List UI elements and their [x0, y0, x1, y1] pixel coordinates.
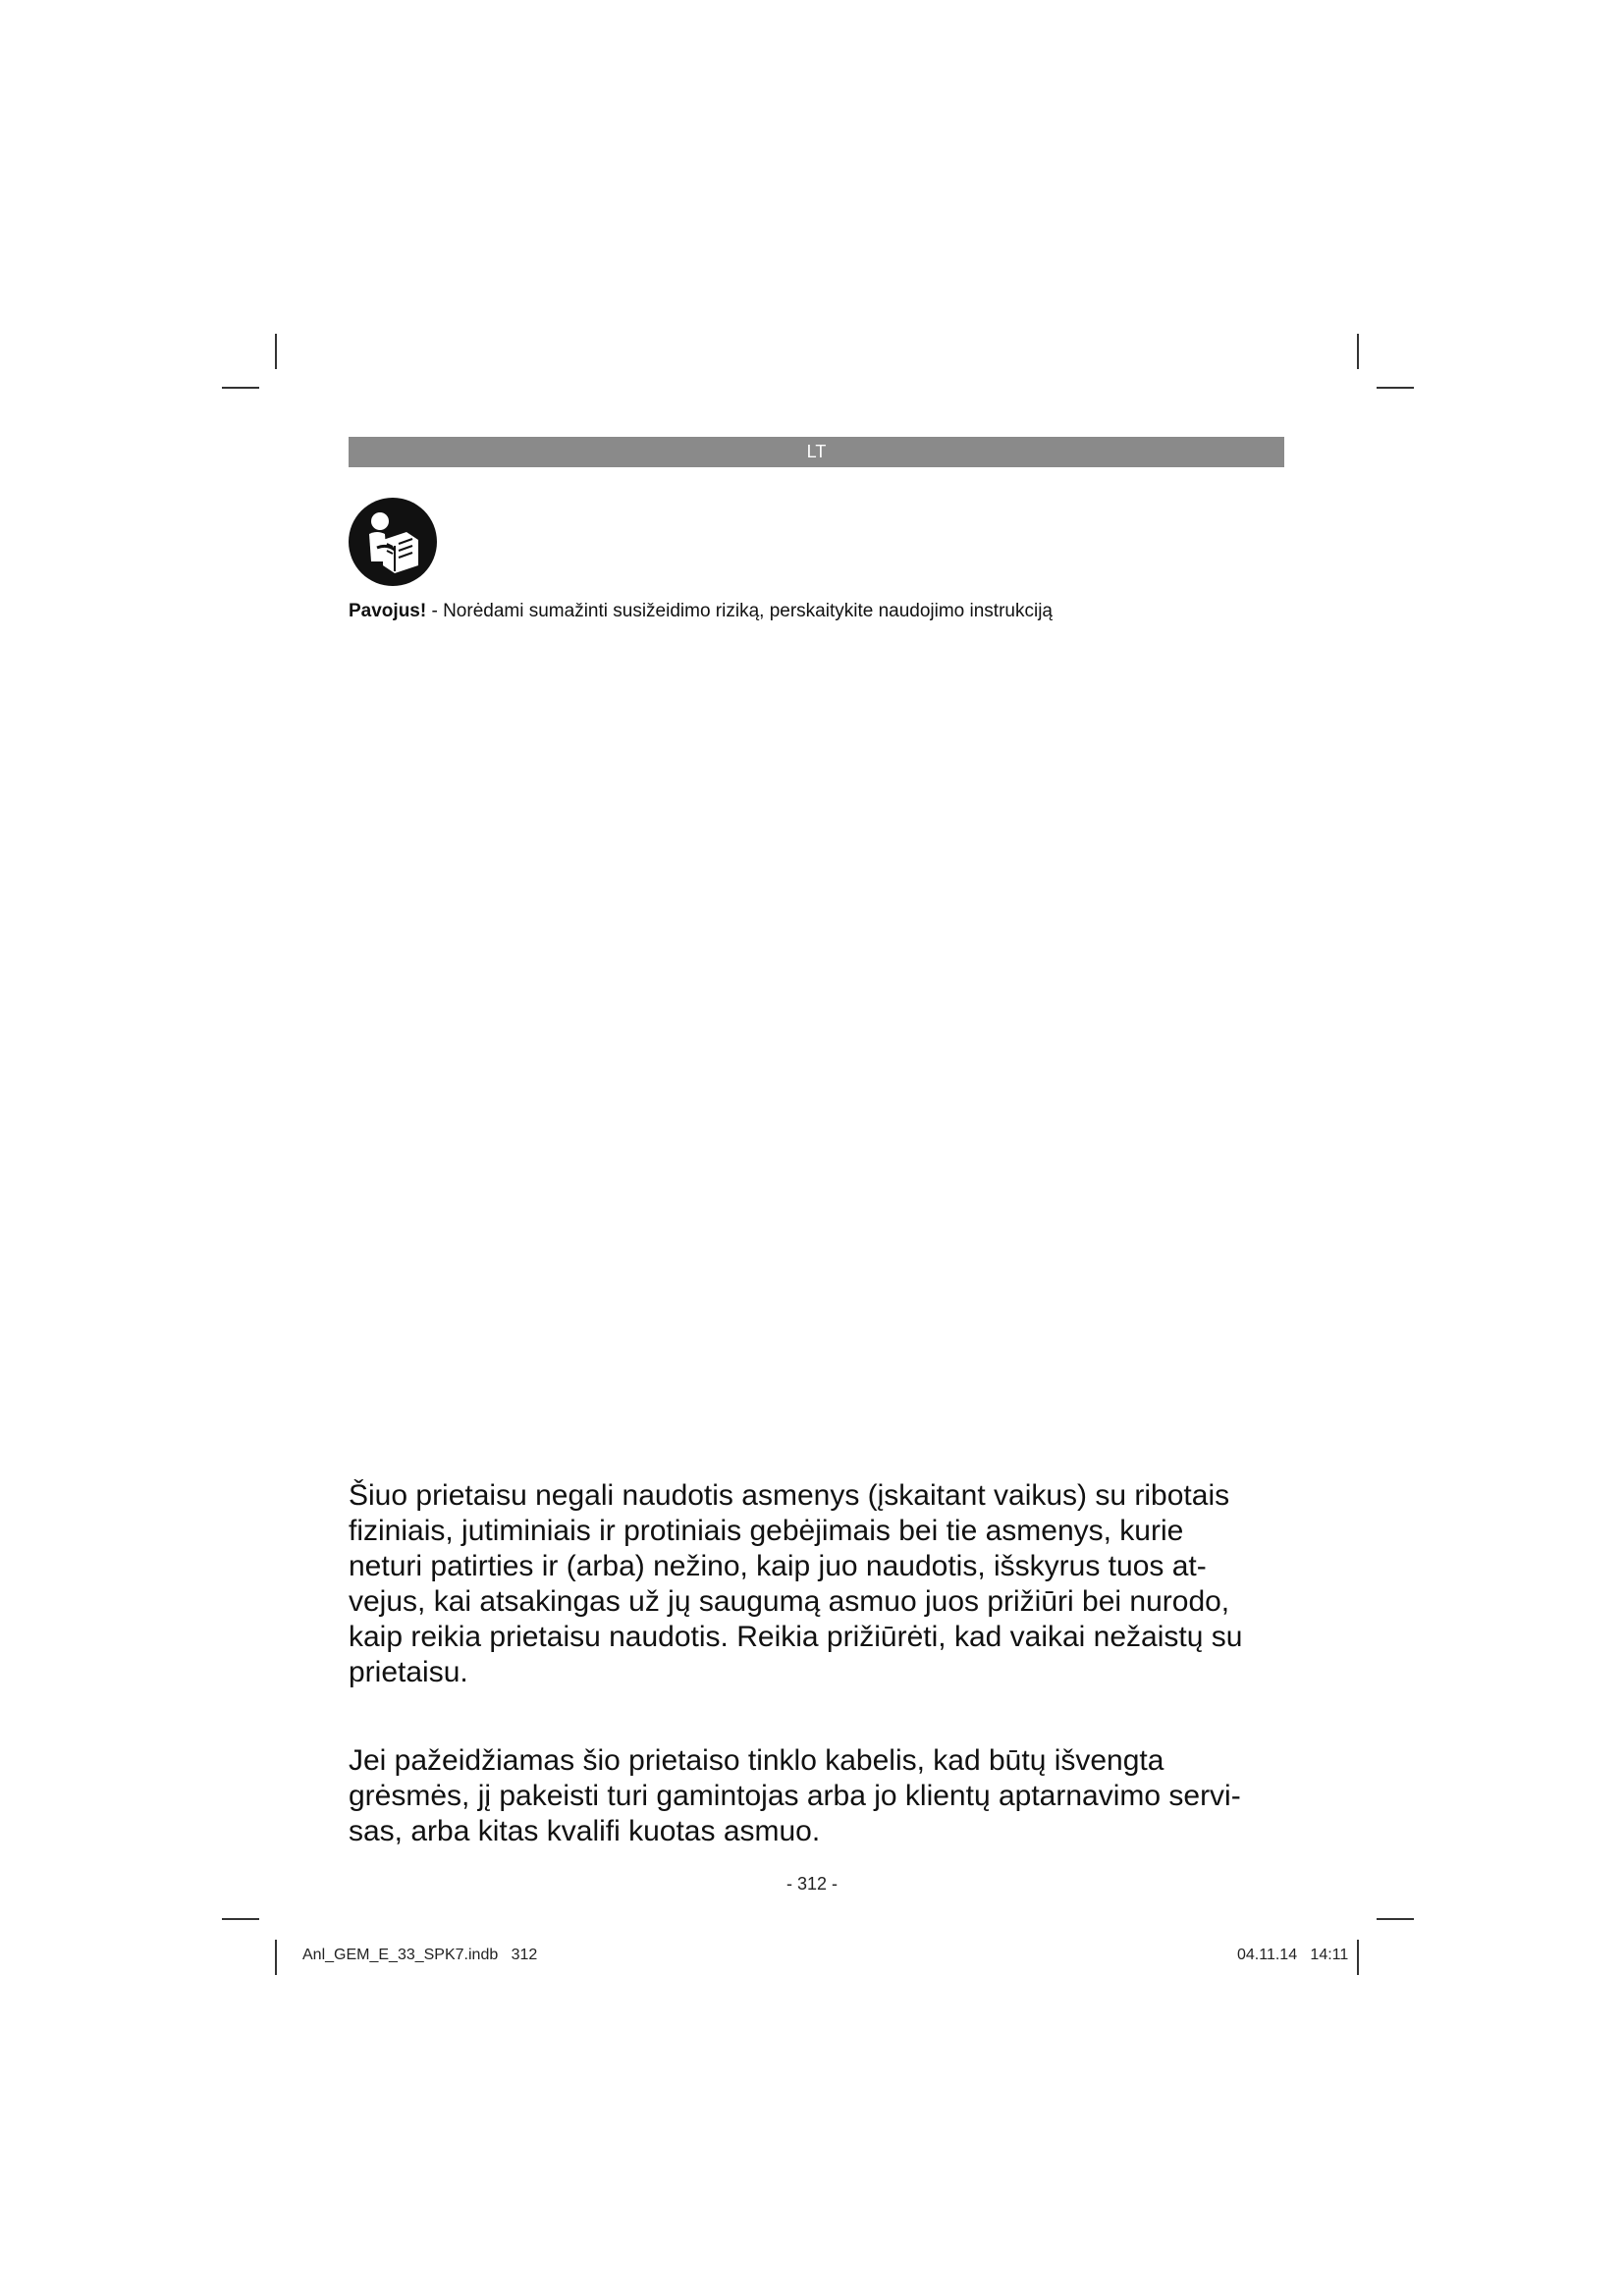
- crop-mark-top-right-v: [1357, 334, 1359, 369]
- footer-file-info: Anl_GEM_E_33_SPK7.indb 312: [302, 1947, 538, 1963]
- page-number: - 312 -: [785, 1874, 839, 1894]
- warning-notice: [349, 599, 1330, 624]
- crop-mark-top-right-h: [1377, 387, 1414, 389]
- warning-text: - Norėdami sumažinti susižeidimo riziką, perskaitykite naudojimo instrukciją: [426, 601, 1053, 621]
- crop-mark-top-left-h: [222, 387, 259, 389]
- crop-mark-bottom-left-h: [222, 1918, 259, 1920]
- warning-lead: Pavojus!: [349, 601, 427, 621]
- language-code: LT: [806, 442, 827, 461]
- crop-mark-bottom-right-h: [1377, 1918, 1414, 1920]
- crop-mark-top-left-v: [275, 334, 277, 369]
- crop-mark-bottom-right-v: [1357, 1940, 1359, 1975]
- safety-paragraph-1: Šiuo prietaisu negali naudotis asmenys (įskaitant vaikus) su ribotais fiziniais, jutiminiais ir protiniais gebėjimais bei tie asmenys, kurie neturi patirties ir (arba) nežino, kaip juo naudotis, išskyrus tuos at- vejus, kai atsakingas už jų saugumą asmuo juos prižiūri bei nurodo, kaip reikia prietaisu naudotis. Reikia prižiūrėti, kad vaikai nežaistų su prietaisu.: [349, 1479, 1243, 1688]
- safety-paragraph-2: Jei pažeidžiamas šio prietaiso tinklo kabelis, kad būtų išvengta grėsmės, jį pakeisti turi gamintojas arba jo klientų aptarnavimo servi- sas, arba kitas kvalifi kuotas asmuo.: [349, 1744, 1241, 1847]
- read-manual-icon: [348, 497, 438, 587]
- footer-date-info: 04.11.14 14:11: [1237, 1947, 1349, 1963]
- crop-mark-bottom-left-v: [275, 1940, 277, 1975]
- language-header-bar: [349, 437, 1284, 467]
